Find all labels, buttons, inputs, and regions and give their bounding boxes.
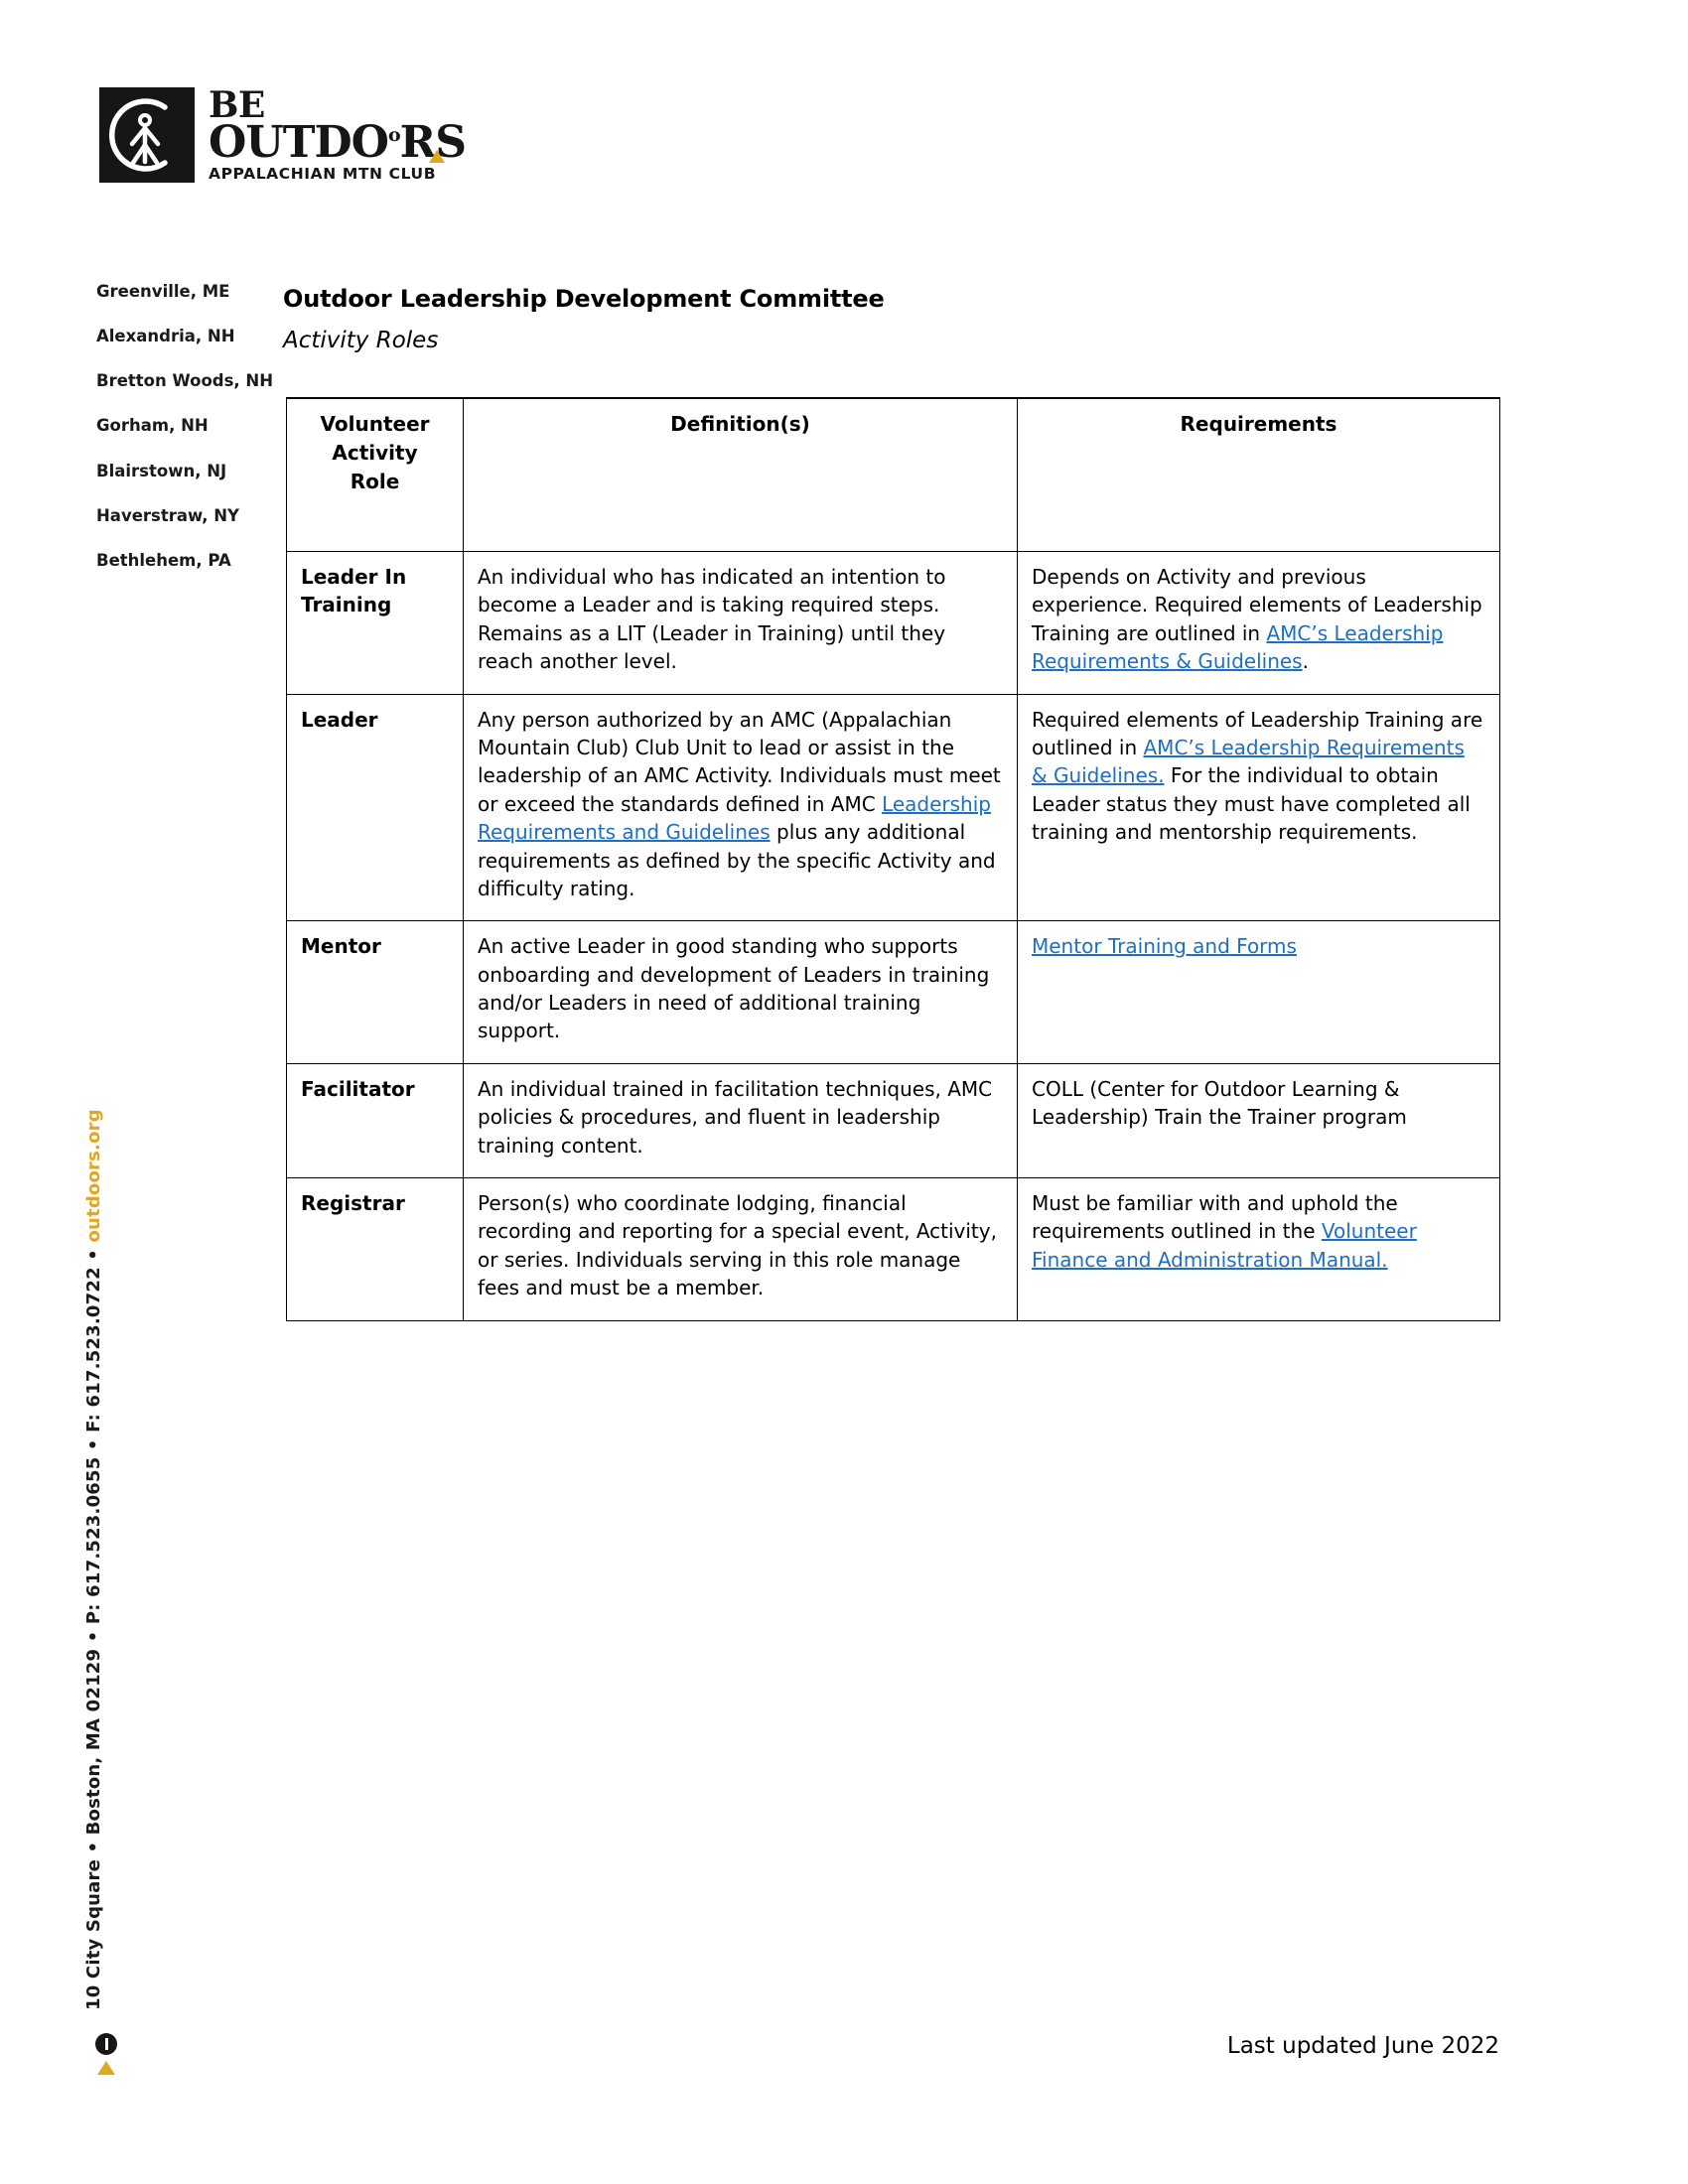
role-name-registrar: Registrar (287, 1178, 464, 1321)
table-row (287, 1178, 1500, 1321)
logo-rs: RS (399, 117, 466, 169)
table-row (287, 921, 1500, 1064)
link-volunteer-finance-and-administration-manual[interactable]: Volunteer Finance and Administration Manual. (1032, 1219, 1417, 1272)
column-header-role-line1: Volunteer (320, 412, 430, 436)
table-body (287, 552, 1500, 1321)
location-item: Bretton Woods, NH (96, 371, 274, 391)
requirements-registrar (1018, 1178, 1500, 1321)
requirements-text-tail: For the individual to obtain Leader status they must have completed all training and mentorship requirements. (1032, 763, 1471, 845)
logo-text-be: BE (209, 84, 265, 126)
logo-text-appalachian-mtn-club: APPALACHIAN MTN CLUB (209, 164, 437, 183)
definition-leader-in-training: An individual who has indicated an intention to become a Leader and is taking required steps. Remains as a LIT (Leader in Training) until they reach another level. (464, 552, 1018, 695)
amc-logo (99, 84, 466, 183)
table-row (287, 552, 1500, 695)
table-row (287, 1063, 1500, 1177)
requirements-text-tail: . (1302, 649, 1309, 674)
definition-leader (464, 694, 1018, 921)
column-header-role (287, 398, 464, 552)
requirements-text: Depends on Activity and previous experience. Required elements of Leadership Training are outlined in (1032, 565, 1482, 645)
gold-triangle-icon (429, 150, 445, 163)
location-item: Alexandria, NH (96, 327, 235, 346)
table-header-row (287, 398, 1500, 552)
role-name-leader-in-training: Leader In Training (287, 552, 464, 695)
contact-text (83, 1109, 104, 2010)
amc-hiker-crescent-icon (99, 87, 195, 183)
definition-text: Any person authorized by an AMC (Appalachian Mountain Club) Club Unit to lead or assist in the leadership of an AMC Activity. Individuals must meet or exceed the standards defined in AMC (478, 707, 1001, 816)
contact-address-phone: 10 City Square • Boston, MA 02129 • P: 617.523.0655 • F: 617.523.0722 • (83, 1242, 104, 2010)
role-name-facilitator: Facilitator (287, 1063, 464, 1177)
column-header-requirements: Requirements (1018, 398, 1500, 552)
link-mentor-training-and-forms[interactable]: Mentor Training and Forms (1032, 934, 1297, 959)
definition-facilitator: An individual trained in facilitation techniques, AMC policies & procedures, and fluent in leadership training content. (464, 1063, 1018, 1177)
definition-mentor: An active Leader in good standing who supports onboarding and development of Leaders in training and/or Leaders in need of additional training support. (464, 921, 1018, 1064)
logo-text-outdoors (209, 117, 466, 169)
location-item: Gorham, NH (96, 416, 209, 436)
requirements-mentor (1018, 921, 1500, 1064)
requirements-text: Must be familiar with and uphold the requirements outlined in the (1032, 1191, 1398, 1244)
location-item: Blairstown, NJ (96, 461, 227, 480)
page-title: Outdoor Leadership Development Committee (283, 285, 885, 313)
column-header-role-line2: Activity (332, 441, 418, 465)
vertical-contact-strip (81, 1057, 127, 2010)
location-item: Greenville, ME (96, 282, 230, 301)
requirements-text: Required elements of Leadership Training are outlined in (1032, 707, 1483, 759)
info-circle-icon (95, 2033, 117, 2055)
link-amc-leadership-requirements-guidelines[interactable]: AMC’s Leadership Requirements & Guidelines (1032, 620, 1444, 674)
gold-triangle-icon (97, 2061, 115, 2075)
location-item: Bethlehem, PA (96, 550, 231, 570)
column-header-role-line3: Role (350, 470, 400, 493)
requirements-leader-in-training (1018, 552, 1500, 695)
last-updated-label: Last updated June 2022 (1226, 2033, 1499, 2059)
role-name-leader: Leader (287, 694, 464, 921)
contact-website[interactable]: outdoors.org (83, 1109, 104, 1243)
logo-outdo: OUTDO (209, 117, 388, 169)
definition-text-tail: plus any additional requirements as defined by the specific Activity and difficulty rating. (478, 820, 996, 900)
requirements-facilitator: COLL (Center for Outdoor Learning & Leadership) Train the Trainer program (1018, 1063, 1500, 1177)
link-leadership-requirements-and-guidelines[interactable]: Leadership Requirements and Guidelines (478, 791, 991, 845)
logo-degree-glyph: o (387, 124, 400, 147)
amc-wordmark (209, 84, 466, 183)
column-header-definitions: Definition(s) (464, 398, 1018, 552)
table-row (287, 694, 1500, 921)
definition-registrar: Person(s) who coordinate lodging, financial recording and reporting for a special event, Activity, or series. Individuals serving in this role manage fees and must be a member. (464, 1178, 1018, 1321)
office-locations-list (96, 282, 274, 597)
role-name-mentor: Mentor (287, 921, 464, 1064)
footer-brand-icons (91, 2033, 121, 2075)
table-header (287, 398, 1500, 552)
location-item: Haverstraw, NY (96, 505, 239, 525)
page-subtitle: Activity Roles (283, 328, 439, 353)
link-amc-leadership-requirements-guidelines[interactable]: AMC’s Leadership Requirements & Guidelines. (1032, 735, 1465, 788)
activity-roles-table (286, 397, 1500, 1321)
requirements-leader (1018, 694, 1500, 921)
